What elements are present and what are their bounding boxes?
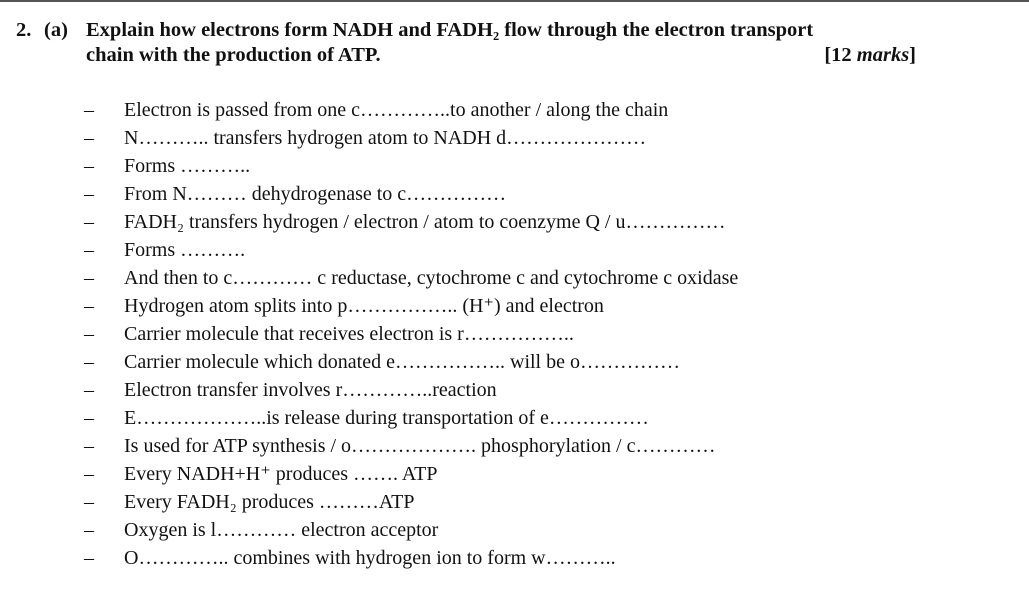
dash-bullet: – [84,211,94,233]
list-item-text: Forms ……….. [124,155,251,177]
question-line-1: Explain how electrons form NADH and FADH₂ flow through the electron transport [86,19,814,41]
marks-word: marks [856,44,910,66]
dash-bullet: – [84,351,94,373]
dash-bullet: – [84,127,94,149]
dash-bullet: – [84,463,94,485]
list-item-text: Every FADH₂ produces ………ATP [124,491,415,513]
list-item-text: Oxygen is l………… electron acceptor [124,519,439,541]
dash-bullet: – [84,491,94,513]
question-number: 2. [16,19,32,41]
list-item-text: Every NADH+H⁺ produces ……. ATP [124,463,438,485]
list-item-text: FADH₂ transfers hydrogen / electron / atom to coenzyme Q / u…………… [124,211,726,233]
marks-label [824,43,916,68]
dash-bullet: – [84,183,94,205]
dash-bullet: – [84,407,94,429]
list-item-text: O………….. combines with hydrogen ion to form w……….. [124,547,616,569]
dash-bullet: – [84,295,94,317]
dash-bullet: – [84,379,94,401]
list-item-text: Forms ………. [124,239,246,261]
dash-bullet: – [84,547,94,569]
dash-bullet: – [84,267,94,289]
list-item-text: Hydrogen atom splits into p…………….. (H⁺) and electron [124,295,604,317]
dash-bullet: – [84,239,94,261]
list-item-text: And then to c………… c reductase, cytochrome c and cytochrome c oxidase [124,267,739,289]
list-item-text: Electron is passed from one c…………..to another / along the chain [124,99,669,121]
dash-bullet: – [84,99,94,121]
dash-bullet: – [84,435,94,457]
list-item-text: N……….. transfers hydrogen atom to NADH d………………… [124,127,647,149]
question-line-2-row [86,43,916,68]
question-line-2: chain with the production of ATP. [86,44,381,66]
list-item-text: Carrier molecule which donated e…………….. will be o…………… [124,351,680,373]
marks-open: [12 [824,44,857,66]
dash-bullet: – [84,155,94,177]
dash-bullet: – [84,519,94,541]
question-block [16,18,1016,68]
question-text [86,18,916,68]
question-part: (a) [44,19,68,41]
list-item-text: Is used for ATP synthesis / o………………. phosphorylation / c………… [124,435,716,457]
list-item-text: From N……… dehydrogenase to c…………… [124,183,507,205]
list-item-text: Electron transfer involves r…………..reaction [124,379,497,401]
marks-close: ] [909,44,916,66]
list-item-text: Carrier molecule that receives electron is r…………….. [124,323,574,345]
list-item-text: E………………..is release during transportation of e…………… [124,407,649,429]
top-rule [0,0,1029,2]
question-header [16,18,1016,68]
dash-bullet: – [84,323,94,345]
